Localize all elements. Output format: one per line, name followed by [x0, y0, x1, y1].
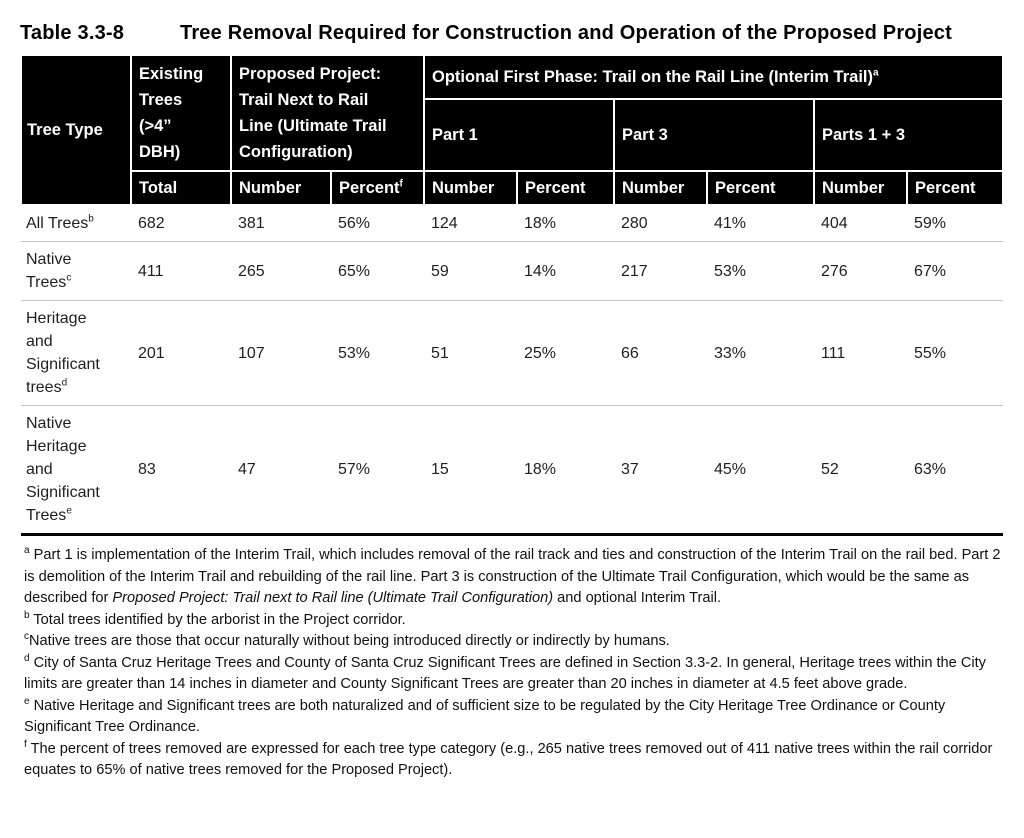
col-header-parts-1-3: Parts 1 + 3 [814, 99, 1003, 171]
col-header-percent: Percent [907, 171, 1003, 205]
footnote-e [24, 696, 1002, 739]
table-cell: 52 [814, 406, 907, 535]
table-cell: 53% [707, 242, 814, 301]
table-cell: 265 [231, 242, 331, 301]
table-cell: 37 [614, 406, 707, 535]
footnote-text: and optional Interim Trail. [553, 590, 722, 606]
table-cell: 67% [907, 242, 1003, 301]
table-cell: 56% [331, 205, 424, 242]
col-header-part-3: Part 3 [614, 99, 814, 171]
footnote-marker: e [24, 695, 30, 707]
footnote-ref-e: e [66, 505, 72, 517]
footnote-text: Total trees identified by the arborist in the Project corridor. [33, 611, 406, 628]
table-cell: 45% [707, 406, 814, 535]
footnote-ref-d: d [61, 377, 68, 389]
footnote-text-italic: Proposed Project: Trail next to Rail line (Ultimate Trail Configuration) [112, 590, 554, 606]
footnote-text: Part 1 is implementation of the Interim Trail, which includes removal of the rail track and ties and construction of the Interim Trail on the rail bed. Part 2 is demolition of the Interim Trail and rebuilding of the rail line. Part 3 is construction of the Ultimate Trail Configuration, which would be the same as described for [24, 547, 1001, 606]
table-cell: 404 [814, 205, 907, 242]
footnote-ref-c: c [66, 272, 72, 284]
col-header-part-1: Part 1 [424, 99, 614, 171]
col-header-optional-first-phase [424, 55, 1003, 99]
col-header-total: Total [131, 171, 231, 205]
col-header-tree-type: Tree Type [21, 55, 131, 205]
table-cell: 381 [231, 205, 331, 242]
table-cell: 33% [707, 301, 814, 406]
table-cell: 107 [231, 301, 331, 406]
optional-first-phase-label: Optional First Phase: Trail on the Rail Line (Interim Trail) [432, 68, 873, 86]
footnote-marker: b [24, 609, 30, 621]
table-body [21, 205, 1003, 535]
table-cell: 66 [614, 301, 707, 406]
table-cell: 18% [517, 205, 614, 242]
table-cell: 59% [907, 205, 1003, 242]
row-label-text: All Trees [26, 215, 89, 232]
table-row-all-trees [21, 205, 1003, 242]
table-header [21, 55, 1003, 205]
table-number: Table 3.3-8 [20, 22, 125, 44]
col-header-percent [331, 171, 424, 205]
row-label [21, 406, 131, 535]
footnote-f [24, 739, 1002, 782]
row-label [21, 242, 131, 301]
table-cell: 217 [614, 242, 707, 301]
footnote-text: The percent of trees removed are expressed for each tree type category (e.g., 265 native trees removed out of 411 native trees within the rail corridor equates to 65% of native trees removed for the Proposed Project). [24, 740, 993, 778]
col-header-proposed-project: Proposed Project: Trail Next to Rail Line (Ultimate Trail Configuration) [231, 55, 424, 171]
table-cell: 63% [907, 406, 1003, 535]
table-cell: 201 [131, 301, 231, 406]
table-cell: 41% [707, 205, 814, 242]
table-row-native-heritage-significant [21, 406, 1003, 535]
tree-removal-table [20, 54, 1004, 536]
footnote-marker: d [24, 652, 30, 664]
footnote-marker: a [24, 545, 30, 557]
footnote-text: Native Heritage and Significant trees are both naturalized and of sufficient size to be regulated by the City Heritage Tree Ordinance or County Significant Tree Ordinance. [24, 697, 946, 735]
table-cell: 280 [614, 205, 707, 242]
footnotes-section [20, 545, 1002, 782]
table-cell: 14% [517, 242, 614, 301]
footnote-marker: c [24, 631, 29, 643]
row-label-text: Heritage and Significant trees [26, 310, 100, 396]
table-cell: 276 [814, 242, 907, 301]
footnote-d [24, 653, 1002, 696]
table-row-heritage-significant [21, 301, 1003, 406]
table-cell: 682 [131, 205, 231, 242]
col-header-number: Number [231, 171, 331, 205]
footnote-b [24, 610, 1002, 632]
table-cell: 51 [424, 301, 517, 406]
table-cell: 83 [131, 406, 231, 535]
table-cell: 15 [424, 406, 517, 535]
table-cell: 411 [131, 242, 231, 301]
footnote-text: City of Santa Cruz Heritage Trees and County of Santa Cruz Significant Trees are defined in Section 3.3-2. In general, Heritage trees within the City limits are greater than 14 inches in diameter and County Significant Trees are greater than 20 inches in diameter at 4.5 feet above grade. [24, 654, 986, 692]
table-cell: 111 [814, 301, 907, 406]
footnote-c [24, 631, 1002, 653]
footnote-ref-f: f [399, 178, 403, 190]
footnote-ref-a: a [873, 67, 879, 79]
col-header-percent: Percent [707, 171, 814, 205]
table-row-native-trees [21, 242, 1003, 301]
footnote-marker: f [24, 738, 27, 750]
footnote-text: Native trees are those that occur naturally without being introduced directly or indirectly by humans. [29, 633, 670, 649]
row-label-text: Native Heritage and Significant Trees [26, 415, 100, 524]
table-cell: 25% [517, 301, 614, 406]
col-header-number: Number [614, 171, 707, 205]
table-cell: 59 [424, 242, 517, 301]
table-cell: 65% [331, 242, 424, 301]
col-header-number: Number [424, 171, 517, 205]
footnote-a [24, 545, 1002, 610]
row-label [21, 301, 131, 406]
table-cell: 47 [231, 406, 331, 535]
table-title [20, 22, 1002, 45]
table-cell: 53% [331, 301, 424, 406]
footnote-ref-b: b [88, 213, 94, 225]
row-label [21, 205, 131, 242]
table-cell: 18% [517, 406, 614, 535]
table-cell: 124 [424, 205, 517, 242]
row-label-text: Native Trees [26, 251, 72, 291]
col-header-existing-trees: Existing Trees (>4” DBH) [131, 55, 231, 171]
col-header-percent: Percent [517, 171, 614, 205]
percent-label: Percent [339, 179, 400, 197]
table-cell: 55% [907, 301, 1003, 406]
table-caption: Tree Removal Required for Construction and Operation of the Proposed Project [180, 22, 952, 44]
col-header-number: Number [814, 171, 907, 205]
table-cell: 57% [331, 406, 424, 535]
